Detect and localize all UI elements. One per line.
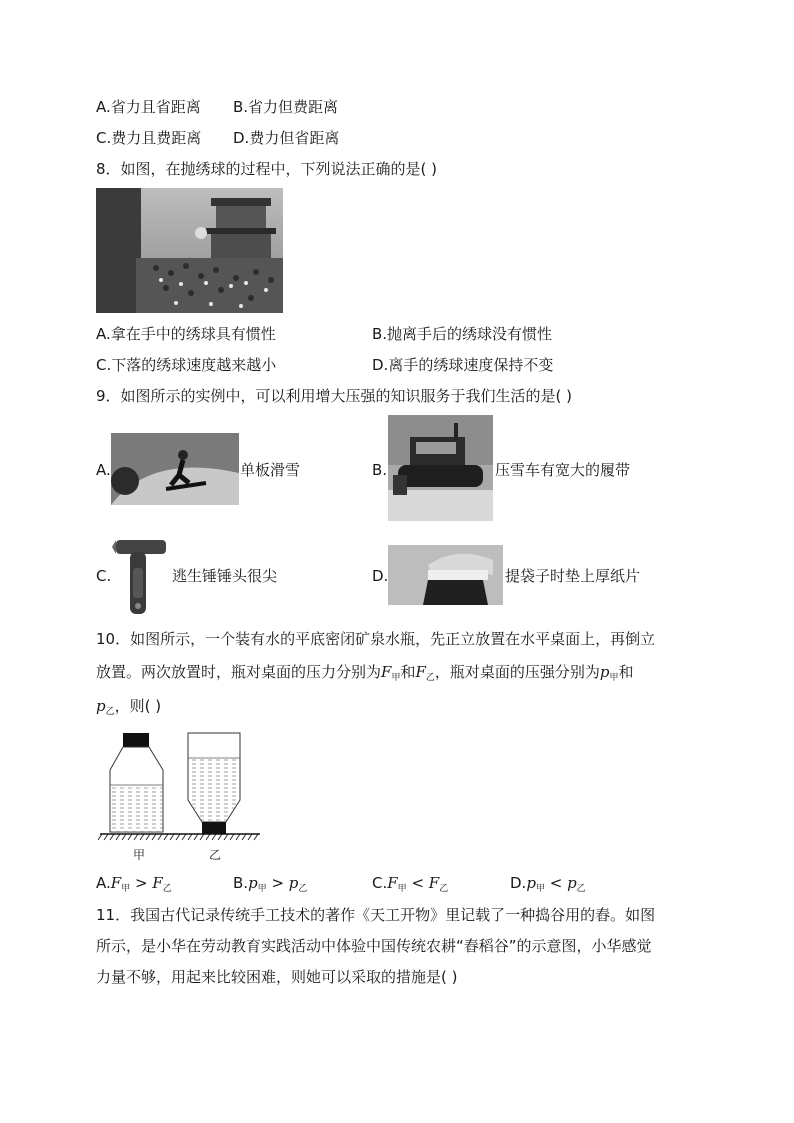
q10-option-a: $A.F_甲 > F_乙$	[96, 874, 172, 894]
q9-option-b-text: 压雪车有宽大的履带	[495, 461, 631, 479]
q7-option-b: B.省力但费距离	[233, 98, 339, 116]
q7-option-c: C.费力且费距离	[96, 129, 202, 147]
q8-option-b: B.抛离手后的绣球没有惯性	[372, 325, 553, 343]
q8-option-d: D.离手的绣球速度保持不变	[372, 356, 554, 374]
q10-option-d: $D.p_甲 < p_乙$	[510, 874, 586, 894]
q10-option-c: $C.F_甲 < F_乙$	[372, 874, 449, 894]
q8-option-a: A.拿在手中的绣球具有惯性	[96, 325, 276, 343]
q10-label-jia: 甲	[133, 848, 146, 862]
q9-safety-hammer-image	[112, 536, 170, 616]
q8-option-c: C.下落的绣球速度越来越小	[96, 356, 277, 374]
q9-option-b-letter: B.	[372, 461, 388, 479]
q8-stem: 8．如图，在抛绣球的过程中，下列说法正确的是( )	[96, 160, 438, 178]
q9-option-c-text: 逃生锤锤头很尖	[172, 567, 278, 585]
q9-option-a-text: 单板滑雪	[240, 461, 301, 479]
q9-option-a-letter: A.	[96, 461, 111, 479]
q10-line3: $p_乙$，则( )	[96, 697, 162, 717]
q10-label-yi: 乙	[209, 848, 222, 862]
q10-bottle-diagram	[96, 730, 266, 865]
q10-line2: 放置。两次放置时，瓶对桌面的压力分别为$F_甲$和$F_乙$，瓶对桌面的压强分别为$p_甲$和	[96, 663, 634, 683]
q7-option-d: D.费力但省距离	[233, 129, 340, 147]
q9-option-d-letter: D.	[372, 567, 389, 585]
q9-option-c-letter: C.	[96, 567, 112, 585]
q10-line1: 10．如图所示，一个装有水的平底密闭矿泉水瓶，先正立放置在水平桌面上，再倒立	[96, 630, 656, 648]
q11-line1: 11．我国古代记录传统手工技术的著作《天工开物》里记载了一种捣谷用的舂。如图	[96, 906, 656, 924]
q9-bag-carrying-photo	[388, 545, 503, 605]
q7-option-a: A.省力且省距离	[96, 98, 201, 116]
q11-line3: 力量不够，用起来比较困难，则她可以采取的措施是( )	[96, 968, 458, 986]
q9-snowboard-photo	[111, 433, 239, 505]
q11-line2: 所示，是小华在劳动教育实践活动中体验中国传统农耕“舂稻谷”的示意图，小华感觉	[96, 937, 652, 955]
q9-snow-groomer-photo	[388, 415, 493, 521]
q9-stem: 9．如图所示的实例中，可以利用增大压强的知识服务于我们生活的是( )	[96, 387, 573, 405]
q10-option-b: $B.p_甲 > p_乙$	[233, 874, 308, 894]
q8-embroidered-ball-photo	[96, 188, 283, 313]
q9-option-d-text: 提袋子时垫上厚纸片	[505, 567, 641, 585]
